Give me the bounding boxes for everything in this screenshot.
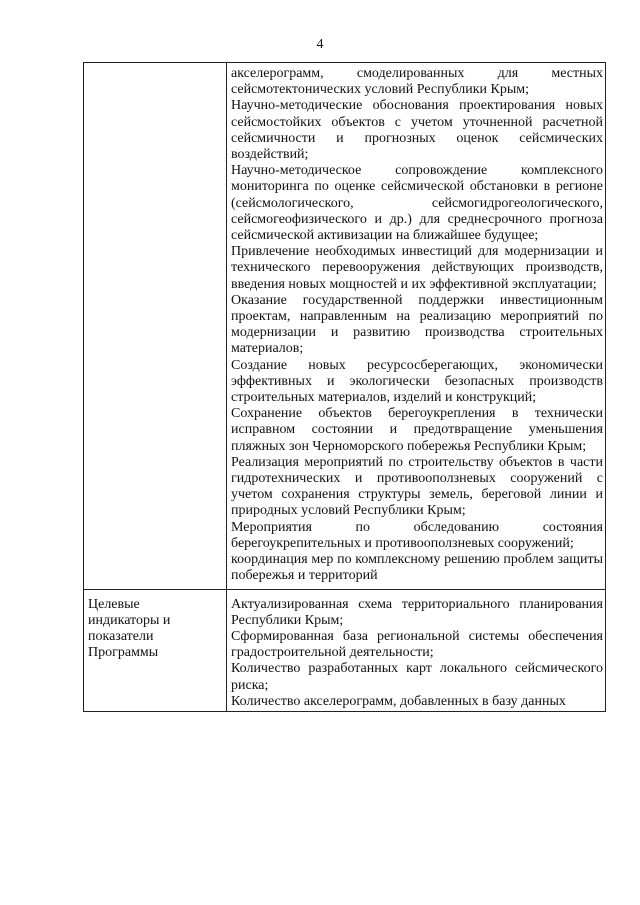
table-paragraph: Научно-методическое сопровождение комплексного мониторинга по оценке сейсмической обстановки в регионе (сейсмологического, сейсмогидрогеологического, сейсмогеофизического и др.) для среднесрочного прогноза сейсмической активизации на ближайшее будущее; xyxy=(231,163,603,244)
table-row xyxy=(84,589,606,711)
row-content-cell xyxy=(227,63,606,590)
table-paragraph: Реализация мероприятий по строительству объектов в части гидротехнических и противооползневых сооружений с учетом сохранения структуры земель, береговой линии и природных условий Республики Крым; xyxy=(231,454,603,519)
table-paragraph: Сохранение объектов берегоукрепления в технически исправном состоянии и предотвращение уменьшения пляжных зон Черноморского побережья Республики Крым; xyxy=(231,406,603,454)
program-table xyxy=(83,62,606,712)
row-label-cell xyxy=(84,63,227,590)
row-label-cell xyxy=(84,589,227,711)
row-label-target-indicators: Целевые индикаторы и показатели Программы xyxy=(88,596,171,661)
table-paragraph: Актуализированная схема территориального планирования Республики Крым; xyxy=(231,596,603,628)
table-paragraph: Научно-методические обоснования проектирования новых сейсмостойких объектов с учетом уточненной расчетной сейсмичности и прогнозных оценок сейсмических воздействий; xyxy=(231,98,603,163)
table-paragraph: Мероприятия по обследованию состояния берегоукрепительных и противооползневых сооружений; xyxy=(231,519,603,551)
table-paragraph: Оказание государственной поддержки инвестиционным проектам, направленным на реализацию мероприятий по модернизации и развитию производства строительных материалов; xyxy=(231,292,603,357)
table-paragraph: акселерограмм, смоделированных для местных сейсмотектонических условий Республики Крым; xyxy=(231,66,603,98)
table-paragraph: Создание новых ресурсосберегающих, экономически эффективных и экологически безопасных производств строительных материалов, изделий и конструкций; xyxy=(231,357,603,406)
table-paragraph: Привлечение необходимых инвестиций для модернизации и технического перевооружения действующих производств, введения новых мощностей и их эффективной эксплуатации; xyxy=(231,244,603,292)
page-number: 4 xyxy=(316,37,324,52)
table-paragraph: Количество разработанных карт локального сейсмического риска; xyxy=(231,661,603,693)
table-paragraph: Количество акселерограмм, добавленных в базу данных xyxy=(231,693,566,709)
table-row xyxy=(84,63,606,590)
row-content-cell xyxy=(227,589,606,711)
table-paragraph: Сформированная база региональной системы обеспечения градостроительной деятельности; xyxy=(231,628,603,661)
table-paragraph: координация мер по комплексному решению проблем защиты побережья и территорий xyxy=(231,552,603,584)
